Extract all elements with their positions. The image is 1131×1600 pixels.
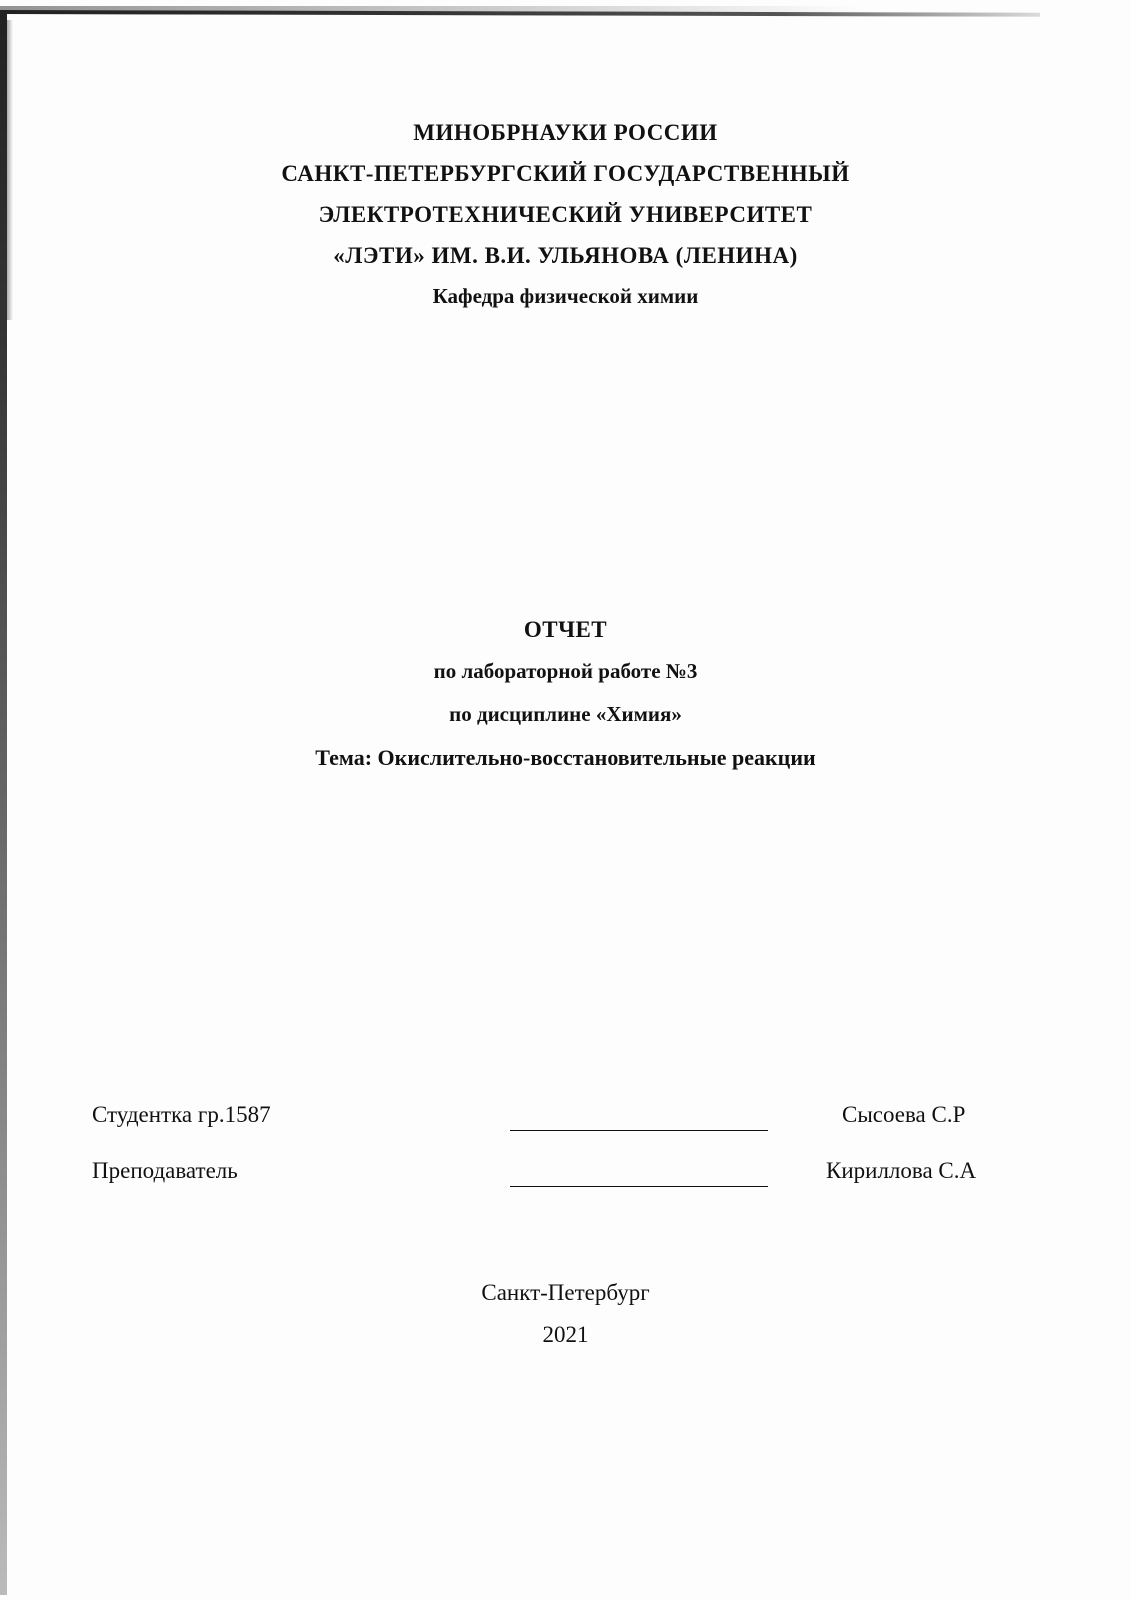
signature-line (510, 1186, 768, 1187)
discipline-name: по дисциплине «Химия» (449, 702, 682, 726)
department-name: Кафедра физической химии (432, 284, 699, 308)
signature-name: Кириллова С.А (826, 1158, 977, 1183)
page-footer (0, 1272, 1131, 1356)
year: 2021 (542, 1322, 589, 1347)
city-name: Санкт-Петербург (481, 1280, 650, 1305)
report-topic: Тема: Окислительно-восстановительные реакции (315, 745, 816, 770)
report-heading (0, 610, 1131, 779)
university-name-line-2: ЭЛЕКТРОТЕХНИЧЕСКИЙ УНИВЕРСИТЕТ (318, 202, 813, 227)
signature-name: Сысоева С.Р (842, 1102, 966, 1127)
signature-line (510, 1130, 768, 1131)
university-name-line-3: «ЛЭТИ» ИМ. В.И. УЛЬЯНОВА (ЛЕНИНА) (333, 243, 798, 268)
report-title: ОТЧЕТ (523, 617, 608, 642)
signature-role: Преподаватель (92, 1158, 238, 1183)
signature-row-student (0, 1102, 1131, 1142)
lab-work-number: по лабораторной работе №3 (433, 659, 698, 683)
signature-role: Студентка гр.1587 (92, 1102, 271, 1127)
university-header (0, 112, 1131, 317)
ministry-name: МИНОБРНАУКИ РОССИИ (413, 120, 718, 145)
university-name-line-1: САНКТ-ПЕТЕРБУРГСКИЙ ГОСУДАРСТВЕННЫЙ (281, 161, 850, 186)
signature-row-teacher (0, 1158, 1131, 1198)
scan-edge-top (0, 10, 1040, 17)
